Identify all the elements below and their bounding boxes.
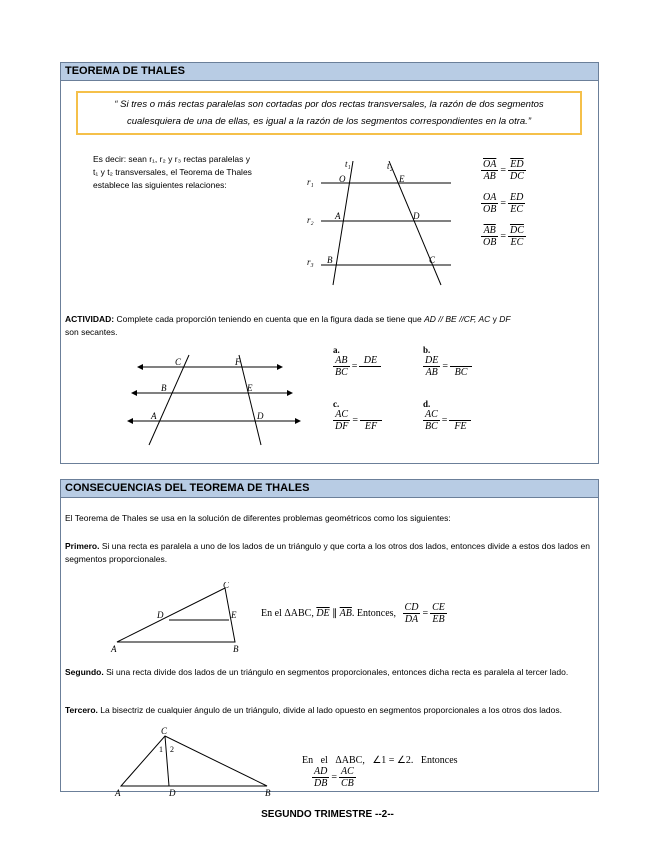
es-decir-line-3: establece las siguientes relaciones: (93, 180, 227, 190)
svg-text:C: C (223, 582, 230, 590)
label-D: D (413, 211, 420, 221)
label-C: C (429, 255, 436, 265)
svg-text:B: B (265, 788, 271, 798)
svg-text:E: E (231, 610, 237, 620)
actividad-df: DF (499, 314, 511, 324)
actividad-label: ACTIVIDAD: (65, 314, 115, 324)
relation-3: $\frac{\overline{AB}}{OB}$ = $\frac{\overline{DC}}{EC}$ (483, 225, 524, 248)
intro-text: El Teorema de Thales se usa en la solución de diferentes problemas geométricos como los siguientes: (65, 513, 451, 523)
quote-line-1: “ Si tres o más rectas paralelas son cortadas por dos rectas transversales, la razón de dos segmentos (114, 99, 544, 110)
relation-2: $\frac{OA}{OB}$ = $\frac{ED}{EC}$ (483, 192, 524, 215)
svg-text:A: A (115, 788, 121, 798)
relations-list (481, 159, 591, 248)
tercero-triangle (107, 726, 287, 802)
svg-text:B: B (233, 644, 239, 654)
section-title: CONSECUENCIAS DEL TEOREMA DE THALES (61, 480, 598, 498)
fig2-label-D: D (257, 411, 264, 421)
fig2-label-C: C (175, 357, 182, 367)
primero-text: Primero. Si una recta es paralela a uno de los lados de un triángulo y que corta a los otros dos lados, entonces divide a estos dos lados en segmentos proporcionales. (65, 541, 590, 564)
exercise-c: c. $\frac{AC}{DF}$ = EF (333, 399, 382, 432)
exercise-d: d. $\frac{AC}{BC}$ = FE (423, 399, 471, 432)
theorem-quote (76, 91, 582, 135)
label-E: E (399, 174, 405, 184)
actividad-body-2: son secantes. (65, 327, 118, 337)
svg-text:2: 2 (170, 745, 174, 754)
exercise-a: a. $\frac{AB}{BC}$ = DE (333, 345, 381, 378)
svg-text:D: D (157, 610, 164, 620)
actividad-y: y (490, 314, 500, 324)
actividad-figure (127, 349, 307, 449)
label-r3: r₃ (307, 257, 314, 267)
svg-text:1: 1 (159, 745, 163, 754)
consecuencias-section (60, 479, 599, 798)
label-B: B (327, 255, 333, 265)
thales-section (60, 62, 599, 464)
fig2-label-F: F (235, 357, 241, 367)
actividad-body: Complete cada proporción teniendo en cuenta que en la figura dada se tiene que (114, 314, 425, 324)
label-t2: t₂ (387, 161, 393, 171)
fig2-label-B: B (161, 383, 167, 393)
label-r1: r₁ (307, 177, 314, 187)
tercero-text: Tercero. La bisectriz de cualquier ángulo de un triángulo, divide al lado opuesto en segmentos proporcionales a los otros dos lados. (65, 705, 562, 715)
tercero-statement: En el ΔABC, ∠1 = ∠2. Entonces $\frac{AD}{DB}$ = $\frac{AC}{CB}$ (302, 755, 458, 789)
exercise-b: b. $\frac{DE}{AB}$ = BC (423, 345, 472, 378)
label-r2: r₂ (307, 215, 314, 225)
line-t2 (389, 161, 441, 285)
primero-statement: En el ΔABC, $\overline{DE}$ ∥ $\overline{AB}$. Entonces, $\frac{CD}{DA}$ = $\frac{CE}{EB}$ (261, 602, 445, 625)
es-decir-line-2: t₁ y t₂ transversales, el Teorema de Thales (93, 167, 252, 177)
label-t1: t₁ (345, 161, 351, 169)
label-A: A (335, 211, 341, 221)
label-O: O (339, 174, 346, 184)
es-decir-text (93, 153, 293, 192)
actividad-math: AD // BE //CF, AC (424, 314, 491, 324)
quote-line-2: cualesquiera de una de ellas, es igual a la razón de los segmentos correspondientes en la otra.” (126, 116, 531, 127)
svg-text:D: D (169, 788, 176, 798)
actividad-text (65, 313, 593, 339)
section-title: TEOREMA DE THALES (61, 63, 598, 81)
primero-triangle (105, 582, 255, 654)
thales-figure (301, 161, 481, 301)
fig2-label-A: A (151, 411, 157, 421)
segundo-text: Segundo. Si una recta divide dos lados de un triángulo en segmentos proporcionales, entonces dicha recta es paralela al tercer lado. (65, 667, 569, 677)
es-decir-line-1: Es decir: sean r₁, r₂ y r₃ rectas paralelas y (93, 154, 251, 164)
svg-text:A: A (111, 644, 117, 654)
fig2-label-E: E (247, 383, 253, 393)
page-footer: SEGUNDO TRIMESTRE --2-- (261, 809, 394, 820)
relation-1: $\frac{\overline{OA}}{AB}$ = $\frac{\overline{ED}}{DC}$ (483, 159, 524, 182)
svg-text:C: C (161, 726, 168, 736)
